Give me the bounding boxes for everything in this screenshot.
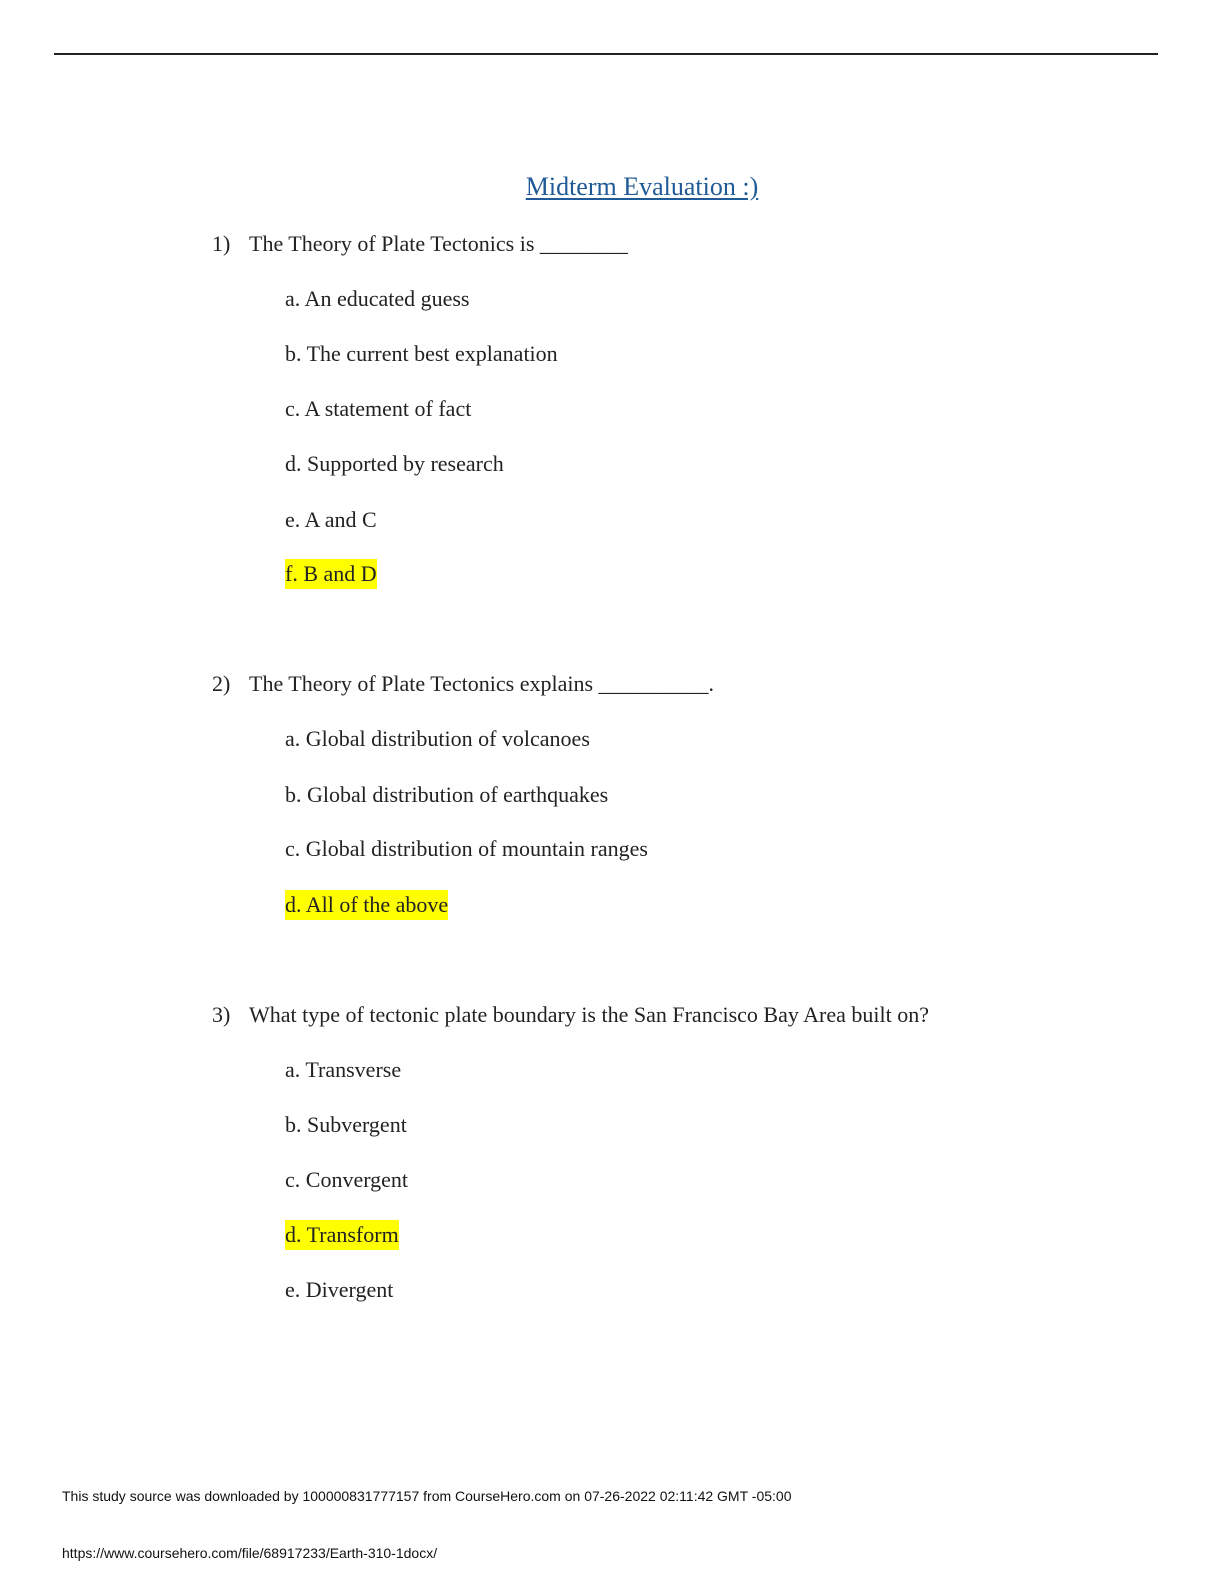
question-1-option-d: d. Supported by research <box>285 451 504 476</box>
top-rule <box>54 53 1158 55</box>
document-title: Midterm Evaluation :) <box>525 172 759 201</box>
question-1-option-e: e. A and C <box>285 507 377 532</box>
source-url[interactable]: https://www.coursehero.com/file/68917233/Earth-310-1docx/ <box>62 1545 438 1561</box>
question-3-option-b: b. Subvergent <box>285 1112 407 1137</box>
question-2-option-d-highlighted: d. All of the above <box>285 890 448 920</box>
question-1-option-c: c. A statement of fact <box>285 396 472 421</box>
question-2-option-b: b. Global distribution of earthquakes <box>285 782 609 807</box>
question-text: What type of tectonic plate boundary is the San Francisco Bay Area built on? <box>249 1002 929 1027</box>
question-1-option-f-highlighted: f. B and D <box>285 559 377 589</box>
question-number: 2) <box>212 671 231 696</box>
question-2-option-c: c. Global distribution of mountain ranges <box>285 836 648 861</box>
question-3 <box>212 1000 929 1030</box>
question-3-option-e: e. Divergent <box>285 1277 394 1302</box>
question-2-option-a: a. Global distribution of volcanoes <box>285 726 590 751</box>
question-text: The Theory of Plate Tectonics explains __________. <box>249 671 715 696</box>
download-notice: This study source was downloaded by 100000831777157 from CourseHero.com on 07-26-2022 02:11:42 GMT -05:00 <box>62 1488 792 1504</box>
question-2 <box>212 669 714 699</box>
question-number: 1) <box>212 231 231 256</box>
question-1-option-b: b. The current best explanation <box>285 341 558 366</box>
question-3-option-c: c. Convergent <box>285 1167 409 1192</box>
question-number: 3) <box>212 1002 231 1027</box>
question-1-option-a: a. An educated guess <box>285 286 470 311</box>
question-text: The Theory of Plate Tectonics is ________ <box>249 231 628 256</box>
question-3-option-d-highlighted: d. Transform <box>285 1220 399 1250</box>
question-3-option-a: a. Transverse <box>285 1057 402 1082</box>
question-1 <box>212 229 628 259</box>
